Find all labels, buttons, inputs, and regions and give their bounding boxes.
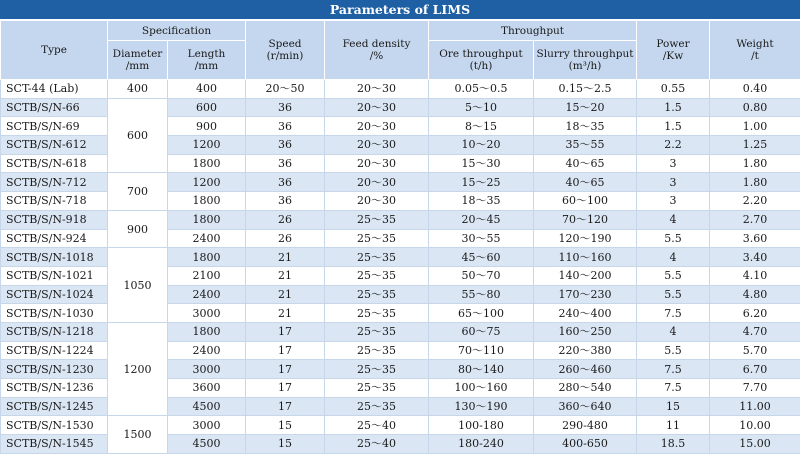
cell-feed-density: 25～40 bbox=[325, 435, 429, 454]
cell-speed: 17 bbox=[246, 360, 325, 379]
cell-speed: 36 bbox=[246, 192, 325, 211]
cell-ore-throughput: 8～15 bbox=[429, 117, 534, 136]
cell-power: 1.5 bbox=[637, 98, 710, 117]
cell-diameter: 600 bbox=[108, 98, 168, 173]
cell-feed-density: 20～30 bbox=[325, 192, 429, 211]
cell-length: 1200 bbox=[168, 136, 246, 155]
cell-power: 5.5 bbox=[637, 229, 710, 248]
cell-weight: 6.20 bbox=[710, 304, 800, 323]
cell-length: 3000 bbox=[168, 360, 246, 379]
cell-speed: 20～50 bbox=[246, 80, 325, 99]
cell-speed: 21 bbox=[246, 285, 325, 304]
cell-speed: 36 bbox=[246, 117, 325, 136]
cell-type: SCTB/S/N-1224 bbox=[1, 341, 108, 360]
cell-slurry-throughput: 260～460 bbox=[534, 360, 637, 379]
cell-slurry-throughput: 15～20 bbox=[534, 98, 637, 117]
cell-speed: 21 bbox=[246, 304, 325, 323]
cell-weight: 1.80 bbox=[710, 154, 800, 173]
cell-ore-throughput: 70～110 bbox=[429, 341, 534, 360]
cell-ore-throughput: 15～25 bbox=[429, 173, 534, 192]
cell-ore-throughput: 100～160 bbox=[429, 379, 534, 398]
cell-ore-throughput: 55～80 bbox=[429, 285, 534, 304]
cell-weight: 15.00 bbox=[710, 435, 800, 454]
cell-power: 3 bbox=[637, 173, 710, 192]
cell-weight: 3.60 bbox=[710, 229, 800, 248]
cell-speed: 26 bbox=[246, 210, 325, 229]
cell-type: SCTB/S/N-1245 bbox=[1, 397, 108, 416]
cell-ore-throughput: 20～45 bbox=[429, 210, 534, 229]
header-diameter: Diameter /mm bbox=[108, 41, 168, 80]
cell-slurry-throughput: 18～35 bbox=[534, 117, 637, 136]
cell-length: 1800 bbox=[168, 248, 246, 267]
cell-slurry-throughput: 170～230 bbox=[534, 285, 637, 304]
cell-power: 7.5 bbox=[637, 304, 710, 323]
cell-feed-density: 20～30 bbox=[325, 80, 429, 99]
cell-length: 900 bbox=[168, 117, 246, 136]
cell-ore-throughput: 100-180 bbox=[429, 416, 534, 435]
cell-power: 3 bbox=[637, 192, 710, 211]
cell-type: SCTB/S/N-69 bbox=[1, 117, 108, 136]
cell-slurry-throughput: 240～400 bbox=[534, 304, 637, 323]
cell-slurry-throughput: 0.15～2.5 bbox=[534, 80, 637, 99]
table-row bbox=[1, 173, 800, 192]
cell-length: 2400 bbox=[168, 229, 246, 248]
cell-weight: 0.80 bbox=[710, 98, 800, 117]
cell-type: SCTB/S/N-1236 bbox=[1, 379, 108, 398]
cell-feed-density: 20～30 bbox=[325, 154, 429, 173]
cell-speed: 17 bbox=[246, 397, 325, 416]
cell-length: 1800 bbox=[168, 192, 246, 211]
table-row bbox=[1, 248, 800, 267]
cell-type: SCTB/S/N-718 bbox=[1, 192, 108, 211]
header-feed-density: Feed density /% bbox=[325, 21, 429, 80]
cell-ore-throughput: 15～30 bbox=[429, 154, 534, 173]
cell-weight: 1.25 bbox=[710, 136, 800, 155]
cell-diameter: 400 bbox=[108, 80, 168, 99]
cell-type: SCT-44 (Lab) bbox=[1, 80, 108, 99]
header-type: Type bbox=[1, 21, 108, 80]
header-speed: Speed (r/min) bbox=[246, 21, 325, 80]
cell-feed-density: 20～30 bbox=[325, 98, 429, 117]
cell-speed: 15 bbox=[246, 416, 325, 435]
cell-length: 1200 bbox=[168, 173, 246, 192]
cell-ore-throughput: 60～75 bbox=[429, 322, 534, 341]
parameters-table bbox=[0, 20, 800, 454]
cell-weight: 6.70 bbox=[710, 360, 800, 379]
cell-power: 18.5 bbox=[637, 435, 710, 454]
header-specification: Specification bbox=[108, 21, 246, 41]
cell-speed: 26 bbox=[246, 229, 325, 248]
cell-feed-density: 20～30 bbox=[325, 136, 429, 155]
cell-ore-throughput: 180-240 bbox=[429, 435, 534, 454]
cell-weight: 7.70 bbox=[710, 379, 800, 398]
cell-ore-throughput: 30～55 bbox=[429, 229, 534, 248]
cell-ore-throughput: 130～190 bbox=[429, 397, 534, 416]
table-row bbox=[1, 322, 800, 341]
cell-slurry-throughput: 290-480 bbox=[534, 416, 637, 435]
header-weight: Weight /t bbox=[710, 21, 800, 80]
cell-type: SCTB/S/N-1530 bbox=[1, 416, 108, 435]
header-length: Length /mm bbox=[168, 41, 246, 80]
cell-length: 2400 bbox=[168, 285, 246, 304]
header-throughput: Throughput bbox=[429, 21, 637, 41]
cell-weight: 2.20 bbox=[710, 192, 800, 211]
cell-feed-density: 25～35 bbox=[325, 248, 429, 267]
cell-speed: 36 bbox=[246, 136, 325, 155]
table-title: Parameters of LIMS bbox=[0, 0, 800, 20]
cell-feed-density: 25～40 bbox=[325, 416, 429, 435]
cell-power: 4 bbox=[637, 210, 710, 229]
cell-weight: 5.70 bbox=[710, 341, 800, 360]
table-row bbox=[1, 210, 800, 229]
cell-power: 15 bbox=[637, 397, 710, 416]
cell-type: SCTB/S/N-1024 bbox=[1, 285, 108, 304]
cell-length: 2400 bbox=[168, 341, 246, 360]
cell-speed: 21 bbox=[246, 248, 325, 267]
cell-weight: 3.40 bbox=[710, 248, 800, 267]
cell-slurry-throughput: 110～160 bbox=[534, 248, 637, 267]
table-row bbox=[1, 416, 800, 435]
cell-type: SCTB/S/N-1018 bbox=[1, 248, 108, 267]
cell-diameter: 1500 bbox=[108, 416, 168, 453]
cell-speed: 36 bbox=[246, 154, 325, 173]
cell-weight: 2.70 bbox=[710, 210, 800, 229]
cell-power: 1.5 bbox=[637, 117, 710, 136]
cell-length: 2100 bbox=[168, 266, 246, 285]
cell-type: SCTB/S/N-1230 bbox=[1, 360, 108, 379]
cell-type: SCTB/S/N-1021 bbox=[1, 266, 108, 285]
table-body bbox=[1, 80, 800, 454]
cell-diameter: 1050 bbox=[108, 248, 168, 323]
cell-feed-density: 20～30 bbox=[325, 117, 429, 136]
cell-length: 3600 bbox=[168, 379, 246, 398]
cell-slurry-throughput: 120～190 bbox=[534, 229, 637, 248]
cell-type: SCTB/S/N-1030 bbox=[1, 304, 108, 323]
cell-type: SCTB/S/N-612 bbox=[1, 136, 108, 155]
cell-type: SCTB/S/N-924 bbox=[1, 229, 108, 248]
cell-feed-density: 20～30 bbox=[325, 173, 429, 192]
cell-feed-density: 25～35 bbox=[325, 341, 429, 360]
cell-length: 4500 bbox=[168, 435, 246, 454]
cell-length: 600 bbox=[168, 98, 246, 117]
table-row bbox=[1, 98, 800, 117]
cell-length: 1800 bbox=[168, 154, 246, 173]
cell-weight: 4.10 bbox=[710, 266, 800, 285]
cell-feed-density: 25～35 bbox=[325, 397, 429, 416]
cell-slurry-throughput: 360～640 bbox=[534, 397, 637, 416]
cell-feed-density: 25～35 bbox=[325, 285, 429, 304]
cell-ore-throughput: 5～10 bbox=[429, 98, 534, 117]
cell-speed: 21 bbox=[246, 266, 325, 285]
cell-power: 3 bbox=[637, 154, 710, 173]
table-row bbox=[1, 80, 800, 99]
cell-power: 7.5 bbox=[637, 360, 710, 379]
cell-speed: 17 bbox=[246, 379, 325, 398]
header-ore-throughput: Ore throughput (t/h) bbox=[429, 41, 534, 80]
cell-weight: 4.70 bbox=[710, 322, 800, 341]
cell-weight: 1.80 bbox=[710, 173, 800, 192]
cell-type: SCTB/S/N-66 bbox=[1, 98, 108, 117]
cell-weight: 0.40 bbox=[710, 80, 800, 99]
cell-power: 5.5 bbox=[637, 285, 710, 304]
cell-feed-density: 25～35 bbox=[325, 304, 429, 323]
cell-feed-density: 25～35 bbox=[325, 379, 429, 398]
cell-slurry-throughput: 60～100 bbox=[534, 192, 637, 211]
cell-power: 4 bbox=[637, 248, 710, 267]
cell-speed: 17 bbox=[246, 322, 325, 341]
cell-power: 5.5 bbox=[637, 266, 710, 285]
cell-feed-density: 25～35 bbox=[325, 229, 429, 248]
cell-slurry-throughput: 160～250 bbox=[534, 322, 637, 341]
cell-length: 4500 bbox=[168, 397, 246, 416]
cell-diameter: 700 bbox=[108, 173, 168, 210]
cell-power: 0.55 bbox=[637, 80, 710, 99]
cell-slurry-throughput: 220～380 bbox=[534, 341, 637, 360]
cell-length: 3000 bbox=[168, 304, 246, 323]
cell-slurry-throughput: 40～65 bbox=[534, 173, 637, 192]
cell-type: SCTB/S/N-618 bbox=[1, 154, 108, 173]
cell-ore-throughput: 0.05～0.5 bbox=[429, 80, 534, 99]
cell-slurry-throughput: 40～65 bbox=[534, 154, 637, 173]
cell-speed: 36 bbox=[246, 173, 325, 192]
cell-weight: 10.00 bbox=[710, 416, 800, 435]
cell-ore-throughput: 18～35 bbox=[429, 192, 534, 211]
cell-length: 1800 bbox=[168, 210, 246, 229]
cell-length: 1800 bbox=[168, 322, 246, 341]
cell-feed-density: 25～35 bbox=[325, 322, 429, 341]
cell-speed: 36 bbox=[246, 98, 325, 117]
cell-speed: 17 bbox=[246, 341, 325, 360]
cell-feed-density: 25～35 bbox=[325, 210, 429, 229]
cell-power: 5.5 bbox=[637, 341, 710, 360]
cell-length: 3000 bbox=[168, 416, 246, 435]
header-power: Power /Kw bbox=[637, 21, 710, 80]
cell-speed: 15 bbox=[246, 435, 325, 454]
cell-weight: 4.80 bbox=[710, 285, 800, 304]
cell-slurry-throughput: 70～120 bbox=[534, 210, 637, 229]
cell-diameter: 1200 bbox=[108, 322, 168, 415]
cell-ore-throughput: 10～20 bbox=[429, 136, 534, 155]
cell-feed-density: 25～35 bbox=[325, 266, 429, 285]
cell-type: SCTB/S/N-712 bbox=[1, 173, 108, 192]
cell-ore-throughput: 80～140 bbox=[429, 360, 534, 379]
cell-type: SCTB/S/N-1218 bbox=[1, 322, 108, 341]
cell-slurry-throughput: 400-650 bbox=[534, 435, 637, 454]
cell-power: 4 bbox=[637, 322, 710, 341]
cell-ore-throughput: 45～60 bbox=[429, 248, 534, 267]
cell-slurry-throughput: 35～55 bbox=[534, 136, 637, 155]
cell-weight: 11.00 bbox=[710, 397, 800, 416]
cell-slurry-throughput: 140～200 bbox=[534, 266, 637, 285]
cell-ore-throughput: 65～100 bbox=[429, 304, 534, 323]
cell-power: 2.2 bbox=[637, 136, 710, 155]
cell-ore-throughput: 50～70 bbox=[429, 266, 534, 285]
cell-feed-density: 25～35 bbox=[325, 360, 429, 379]
cell-power: 11 bbox=[637, 416, 710, 435]
cell-weight: 1.00 bbox=[710, 117, 800, 136]
cell-type: SCTB/S/N-918 bbox=[1, 210, 108, 229]
cell-power: 7.5 bbox=[637, 379, 710, 398]
cell-length: 400 bbox=[168, 80, 246, 99]
header-slurry-throughput: Slurry throughput (m³/h) bbox=[534, 41, 637, 80]
cell-diameter: 900 bbox=[108, 210, 168, 247]
cell-type: SCTB/S/N-1545 bbox=[1, 435, 108, 454]
cell-slurry-throughput: 280～540 bbox=[534, 379, 637, 398]
